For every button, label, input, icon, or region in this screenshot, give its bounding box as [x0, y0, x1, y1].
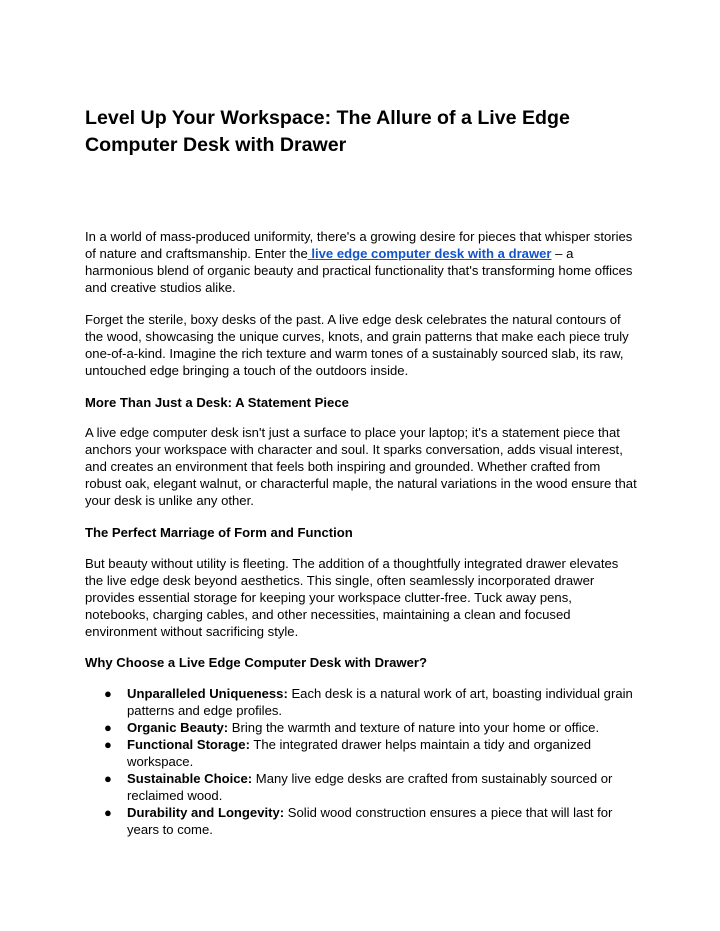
list-item	[85, 804, 637, 838]
list-item-text: Bring the warmth and texture of nature into your home or office.	[228, 720, 600, 735]
list-item-text: Solid wood construction ensures a piece that will last for years to come.	[127, 805, 613, 837]
section-heading-form-function: The Perfect Marriage of Form and Function	[85, 525, 353, 540]
page-title: Level Up Your Workspace: The Allure of a Live Edge Computer Desk with Drawer	[85, 107, 570, 156]
intro-text-after-link: – a harmonious blend of organic beauty and practical functionality that's transforming home offices and creative studios alike.	[85, 246, 633, 295]
benefits-list	[85, 685, 637, 838]
list-item-label: Durability and Longevity:	[127, 805, 285, 820]
section-heading-why-choose: Why Choose a Live Edge Computer Desk with Drawer?	[85, 655, 427, 670]
intro-paragraph	[85, 228, 637, 296]
paragraph-statement-piece: A live edge computer desk isn't just a surface to place your laptop; it's a statement piece that anchors your workspace with character and soul. It sparks conversation, adds visual interest, and creates an environment that feels both inspiring and grounded. Whether crafted from robust oak, elegant walnut, or characterful maple, the natural variations in the wood ensure that your desk is unlike any other.	[85, 425, 637, 508]
bullet-icon: ●	[104, 771, 112, 786]
section-heading-statement-piece: More Than Just a Desk: A Statement Piece	[85, 395, 349, 410]
list-item	[85, 685, 637, 719]
bullet-icon: ●	[104, 805, 112, 820]
product-link[interactable]: live edge computer desk with a drawer	[307, 246, 552, 261]
list-item-text: Many live edge desks are crafted from sustainably sourced or reclaimed wood.	[127, 771, 613, 803]
paragraph-form-function: But beauty without utility is fleeting. The addition of a thoughtfully integrated drawer elevates the live edge desk beyond aesthetics. This single, often seamlessly incorporated drawer provides essential storage for keeping your workspace clutter-free. Tuck away pens, notebooks, charging cables, and other necessities, maintaining a clean and focused environment without sacrificing style.	[85, 556, 619, 639]
bullet-icon: ●	[104, 720, 112, 735]
list-item	[85, 770, 637, 804]
bullet-icon: ●	[104, 686, 112, 701]
list-item-text: The integrated drawer helps maintain a tidy and organized workspace.	[127, 737, 592, 769]
list-item-label: Organic Beauty:	[127, 720, 229, 735]
bullet-icon: ●	[104, 737, 112, 752]
list-item	[85, 736, 637, 770]
list-item-label: Unparalleled Uniqueness:	[127, 686, 288, 701]
paragraph-sterile-desks: Forget the sterile, boxy desks of the past. A live edge desk celebrates the natural contours of the wood, showcasing the unique curves, knots, and grain patterns that make each piece truly one-of-a-kind. Imagine the rich texture and warm tones of a sustainably sourced slab, its raw, untouched edge bringing a touch of the outdoors inside.	[85, 312, 629, 378]
list-item-label: Sustainable Choice:	[127, 771, 253, 786]
list-item	[85, 719, 637, 736]
intro-text-before-link: In a world of mass-produced uniformity, there's a growing desire for pieces that whisper stories of nature and craftsmanship. Enter the	[85, 229, 633, 261]
list-item-text: Each desk is a natural work of art, boasting individual grain patterns and edge profiles.	[127, 686, 633, 718]
list-item-label: Functional Storage:	[127, 737, 250, 752]
